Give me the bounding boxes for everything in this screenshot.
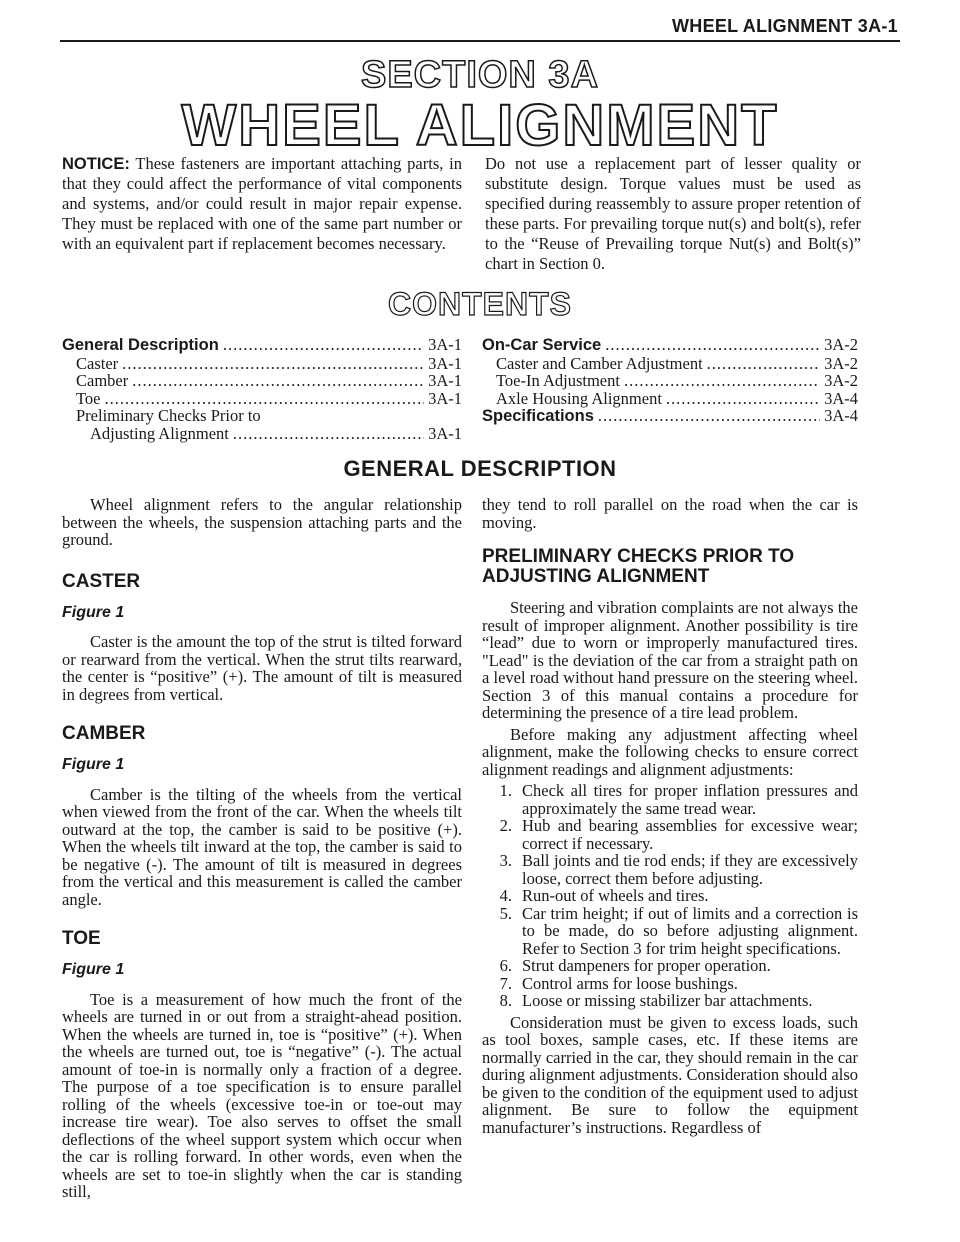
toc-entry-page: 3A-1 <box>428 353 462 373</box>
toc-entry <box>482 390 858 408</box>
preliminary-checks-list <box>482 782 858 1010</box>
caster-paragraph: Caster is the amount the top of the strut is tilted forward or rearward from the vertical. When the strut tilts rearward, the center is “positive” (+). The amount of tilt is measured in degrees from vertical. <box>62 632 462 704</box>
section-number: SECTION 3A <box>360 54 600 96</box>
preliminary-heading: PRELIMINARY CHECKS PRIOR TO ADJUSTING ALIGNMENT <box>482 546 795 587</box>
toc-entry-page: 3A-2 <box>824 353 858 373</box>
toc-leader-dots <box>598 407 820 425</box>
toc-entry-label: Caster and Camber Adjustment <box>496 353 703 373</box>
check-item <box>482 992 858 1010</box>
toc-leader-dots <box>122 355 424 373</box>
notice-right: Do not use a replacement part of lesser quality or substitute design. Torque values must be used as specified during reassembly to assure proper retention of these parts. For prevailing torque nut(s) and bolt(s), refer to the “Reuse of Prevailing torque Nut(s) and Bolt(s)” chart in Section 0. <box>485 154 861 273</box>
check-item <box>482 975 858 993</box>
camber-heading: CAMBER <box>62 723 146 744</box>
toc-entry <box>62 407 462 425</box>
toc-entry-label: Camber <box>76 371 129 390</box>
toc-entry <box>482 355 858 373</box>
camber-figure-ref: Figure 1 <box>62 756 125 773</box>
check-item <box>482 905 858 958</box>
toc-right-column <box>482 336 858 426</box>
check-item-number: 2. <box>499 816 512 835</box>
toc-entry-page: 3A-1 <box>428 371 462 390</box>
check-item-number: 5. <box>499 903 512 923</box>
toc-entry-label: Axle Housing Alignment <box>496 388 662 408</box>
toc-entry <box>62 336 462 355</box>
toc-leader-dots <box>132 372 424 390</box>
preliminary-paragraph-1: Steering and vibration complaints are not always the result of improper alignment. Another possibility is tire “lead” due to worn or improperly manufactured tires. "Lead" is the deviation of the car from a straight path on a level road without hand pressure on the steering wheel. Section 3 of this manual contains a procedure for determining the presence of a tire lead problem. <box>482 598 858 722</box>
check-item-text: Strut dampeners for proper operation. <box>522 956 771 975</box>
camber-paragraph: Camber is the tilting of the wheels from the vertical when viewed from the front of the car. When the wheels tilt outward at the top, the camber is said to be positive (+). When the wheels tilt inward at the top, the camber is said to be negative (-). The amount of tilt is measured in degrees from the vertical and this measurement is called the camber angle. <box>62 784 462 909</box>
toc-entry-label: Toe-In Adjustment <box>496 371 620 390</box>
toc-leader-dots <box>605 336 820 354</box>
check-item-text: Hub and bearing assemblies for excessive wear; correct if necessary. <box>522 816 858 853</box>
contents-heading: CONTENTS <box>388 286 572 322</box>
toc-leader-dots <box>666 390 820 408</box>
right-column <box>482 496 858 1136</box>
intro-paragraph: Wheel alignment refers to the angular relationship between the wheels, the suspension attaching parts and the ground. <box>62 495 462 549</box>
check-item-number: 3. <box>499 851 512 870</box>
preliminary-paragraph-2: Before making any adjustment affecting wheel alignment, make the following checks to ensure correct alignment readings and alignment adjustments: <box>482 724 858 779</box>
check-item-text: Ball joints and tie rod ends; if they are excessively loose, correct them before adjusting. <box>522 851 858 888</box>
check-item <box>482 782 858 817</box>
toc-entry-page: 3A-4 <box>824 388 858 408</box>
toc-entry <box>482 336 858 355</box>
check-item-text: Check all tires for proper inflation pressures and approximately the same tread wear. <box>522 781 858 818</box>
check-item-text: Control arms for loose bushings. <box>522 973 738 993</box>
section-title: WHEEL ALIGNMENT <box>181 93 779 158</box>
toc-entry-label: Adjusting Alignment <box>90 423 229 443</box>
toe-figure-ref: Figure 1 <box>62 961 125 978</box>
check-item <box>482 817 858 852</box>
toc-leader-dots <box>233 425 424 443</box>
toc-entry <box>482 372 858 390</box>
notice-left-text: These fasteners are important attaching parts, in that they could affect the performance of vital components and systems, and/or could result in major repair expense. They must be replaced with one of the same part number or with an equivalent part if replacement becomes necessary. <box>62 154 463 253</box>
check-item-text: Run-out of wheels and tires. <box>522 886 709 905</box>
toc-entry <box>482 407 858 426</box>
toc-entry <box>62 355 462 373</box>
toc-entry-label: On-Car Service <box>482 336 602 354</box>
toe-paragraph: Toe is a measurement of how much the front of the wheels are turned in or out from a straight-ahead position. When the wheels are turned in, toe is “positive” (+). When the wheels are turned out, toe is “negative” (-). The actual amount of toe-in is normally only a fraction of a degree. The purpose of a toe specification is to ensure parallel rolling of the wheels (excessive toe-in or toe-out may increase tire wear). Toe also serves to offset the small deflections of the wheel support system which occur when the car is rolling forward. In other words, even when the wheels are set to toe-in slightly when the car is standing still, <box>62 989 462 1201</box>
check-item-text: Loose or missing stabilizer bar attachments. <box>522 991 813 1010</box>
caster-heading: CASTER <box>62 570 141 592</box>
toc-entry-label: Preliminary Checks Prior to <box>76 406 261 425</box>
check-item-text: Car trim height; if out of limits and a correction is to be made, do so before adjusting alignment. Refer to Section 3 for trim height specifications. <box>522 903 858 958</box>
toc-leader-dots <box>223 336 424 354</box>
running-head: WHEEL ALIGNMENT 3A-1 <box>671 16 898 36</box>
toc-entry-page: 3A-1 <box>428 388 462 408</box>
check-item-number: 1. <box>499 781 512 800</box>
check-item-number: 4. <box>499 886 512 905</box>
toc-entry-page: 3A-2 <box>824 335 858 354</box>
left-column <box>62 496 462 1201</box>
notice-left <box>62 154 462 254</box>
toc-leader-dots <box>707 355 820 373</box>
toe-heading: TOE <box>62 928 101 949</box>
toc-entry-page: 3A-1 <box>428 423 462 443</box>
toc-entry-label: General Description <box>62 336 219 354</box>
toc-entry <box>62 425 462 443</box>
check-item <box>482 852 858 887</box>
toe-continued-paragraph: they tend to roll parallel on the road when the car is moving. <box>482 495 858 532</box>
toc-leader-dots <box>105 390 425 408</box>
toc-entry-label: Toe <box>76 388 101 408</box>
check-item-number: 6. <box>499 956 512 975</box>
preliminary-paragraph-3: Consideration must be given to excess loads, such as tool boxes, sample cases, etc. If these items are normally carried in the car, they should remain in the car during alignment adjustments. Consideration should also be given to the condition of the equipment used to adjust alignment. Be sure to follow the equipment manufacturer’s instructions. Regardless of <box>482 1012 858 1137</box>
toc-entry-label: Specifications <box>482 407 594 425</box>
toc-entry <box>62 390 462 408</box>
toc-entry-page: 3A-1 <box>428 335 462 354</box>
toc-entry <box>62 372 462 390</box>
general-description-heading: GENERAL DESCRIPTION <box>343 456 617 481</box>
toc-entry-page: 3A-2 <box>824 371 858 390</box>
toc-leader-dots <box>624 372 820 390</box>
check-item-number: 7. <box>499 973 512 993</box>
check-item-number: 8. <box>499 991 512 1010</box>
toc-entry-label: Caster <box>76 353 119 373</box>
toc-left-column <box>62 336 462 442</box>
notice-label: NOTICE: <box>62 155 130 173</box>
check-item <box>482 887 858 905</box>
header-rule <box>60 40 900 42</box>
toc-entry-page: 3A-4 <box>824 406 858 425</box>
caster-figure-ref: Figure 1 <box>62 603 125 621</box>
check-item <box>482 957 858 975</box>
